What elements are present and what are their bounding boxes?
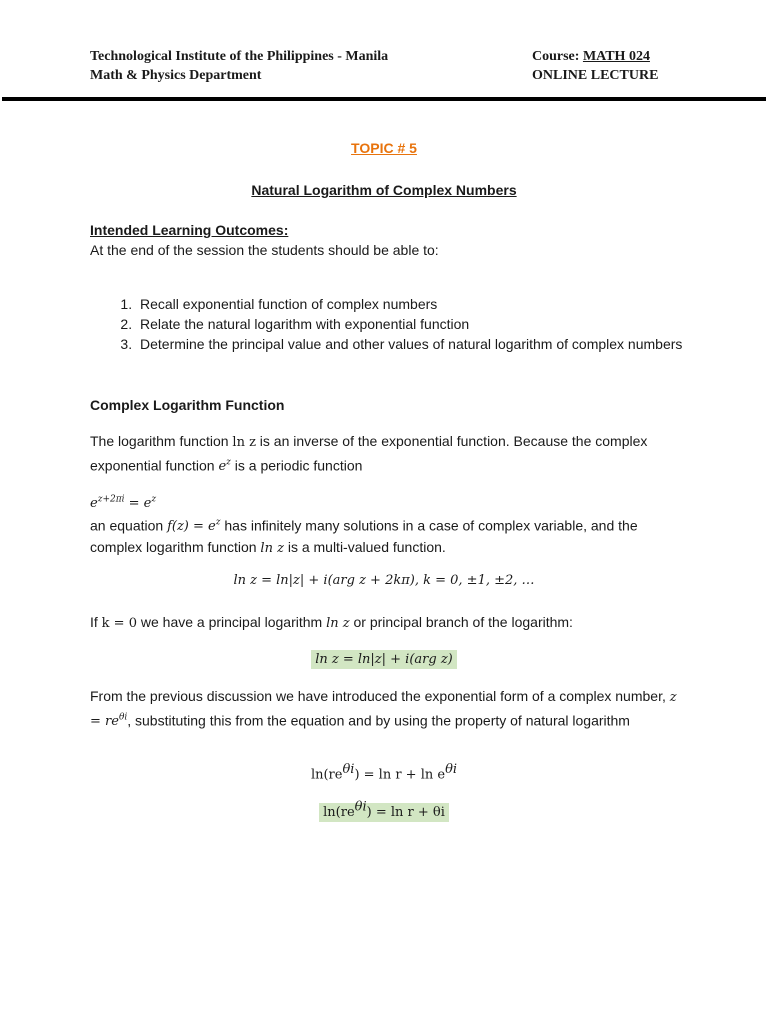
text: we have a principal logarithm — [136, 614, 327, 630]
equation-result: $\ln(re^{\theta i}) = \ln r + \theta i$ — [319, 803, 449, 822]
course-line — [532, 47, 658, 66]
paragraph-4 — [90, 686, 686, 732]
text: is a multi-valued function. — [283, 539, 446, 556]
math-inline: $f(z) = e^z$ — [167, 518, 221, 535]
course-label: Course: — [532, 49, 580, 64]
math-inline: $e^z$ — [218, 458, 231, 475]
header-divider — [2, 97, 766, 101]
section-heading: Complex Logarithm Function — [90, 397, 285, 413]
header-right — [532, 47, 658, 85]
equation-periodic: $e^{z+2\pi i} = e^z$ — [90, 495, 157, 512]
paragraph-3 — [90, 612, 686, 634]
text: has infinitely many solutions in a case of complex variable, and the complex logarithm function — [90, 517, 638, 556]
department-name: Math & Physics Department — [90, 68, 262, 83]
outcomes-heading: Intended Learning Outcomes: — [90, 222, 289, 238]
equation-result-wrap — [0, 800, 768, 821]
text: is a periodic function — [230, 457, 363, 474]
outcomes-intro: At the end of the session the students should be able to: — [90, 242, 439, 258]
paragraph-1 — [90, 431, 686, 477]
page-title: Natural Logarithm of Complex Numbers — [251, 182, 517, 198]
list-item: 1. Recall exponential function of complex numbers — [136, 294, 716, 314]
math-inline: k = 0 — [101, 616, 137, 631]
course-code: MATH 024 — [582, 49, 650, 64]
institute-name: Technological Institute of the Philippines - Manila — [90, 49, 389, 64]
math-inline: $z = re^{\theta i}$ — [90, 690, 677, 730]
equation-expand: $\ln(re^{\theta i}) = \ln r + \ln e^{\theta i}$ — [310, 762, 458, 783]
text: If — [90, 614, 102, 630]
topic-number: TOPIC # 5 — [351, 140, 417, 156]
list-item: 2. Relate the natural logarithm with exponential function — [136, 314, 716, 334]
outcomes-block — [90, 220, 686, 260]
lecture-mode: ONLINE LECTURE — [532, 68, 659, 83]
equation-principal-wrap — [0, 650, 768, 668]
text: or principal branch of the logarithm: — [349, 614, 573, 630]
text: is an inverse of the exponential function. Because the complex exponential function — [90, 433, 648, 474]
text: From the previous discussion we have introduced the exponential form of a complex number, — [90, 688, 670, 704]
list-item: 3. Determine the principal value and other values of natural logarithm of complex numbers — [136, 334, 716, 354]
equation-principal: ln z = ln|z| + i(arg z) — [311, 650, 457, 669]
equation-general-log: ln z = ln|z| + i(arg z + 2kπ), k = 0, ±1, ±2, … — [233, 573, 535, 588]
header-left — [90, 47, 388, 85]
math-inline: ln z — [260, 541, 284, 557]
text: The logarithm function — [90, 433, 233, 449]
outcomes-list — [90, 294, 716, 354]
text: , substituting this from the equation and by using the property of natural logarithm — [127, 712, 630, 729]
text: an equation — [90, 517, 168, 534]
math-inline: ln z — [326, 616, 350, 631]
math-inline: ln z — [232, 435, 256, 450]
paragraph-2 — [90, 513, 686, 559]
